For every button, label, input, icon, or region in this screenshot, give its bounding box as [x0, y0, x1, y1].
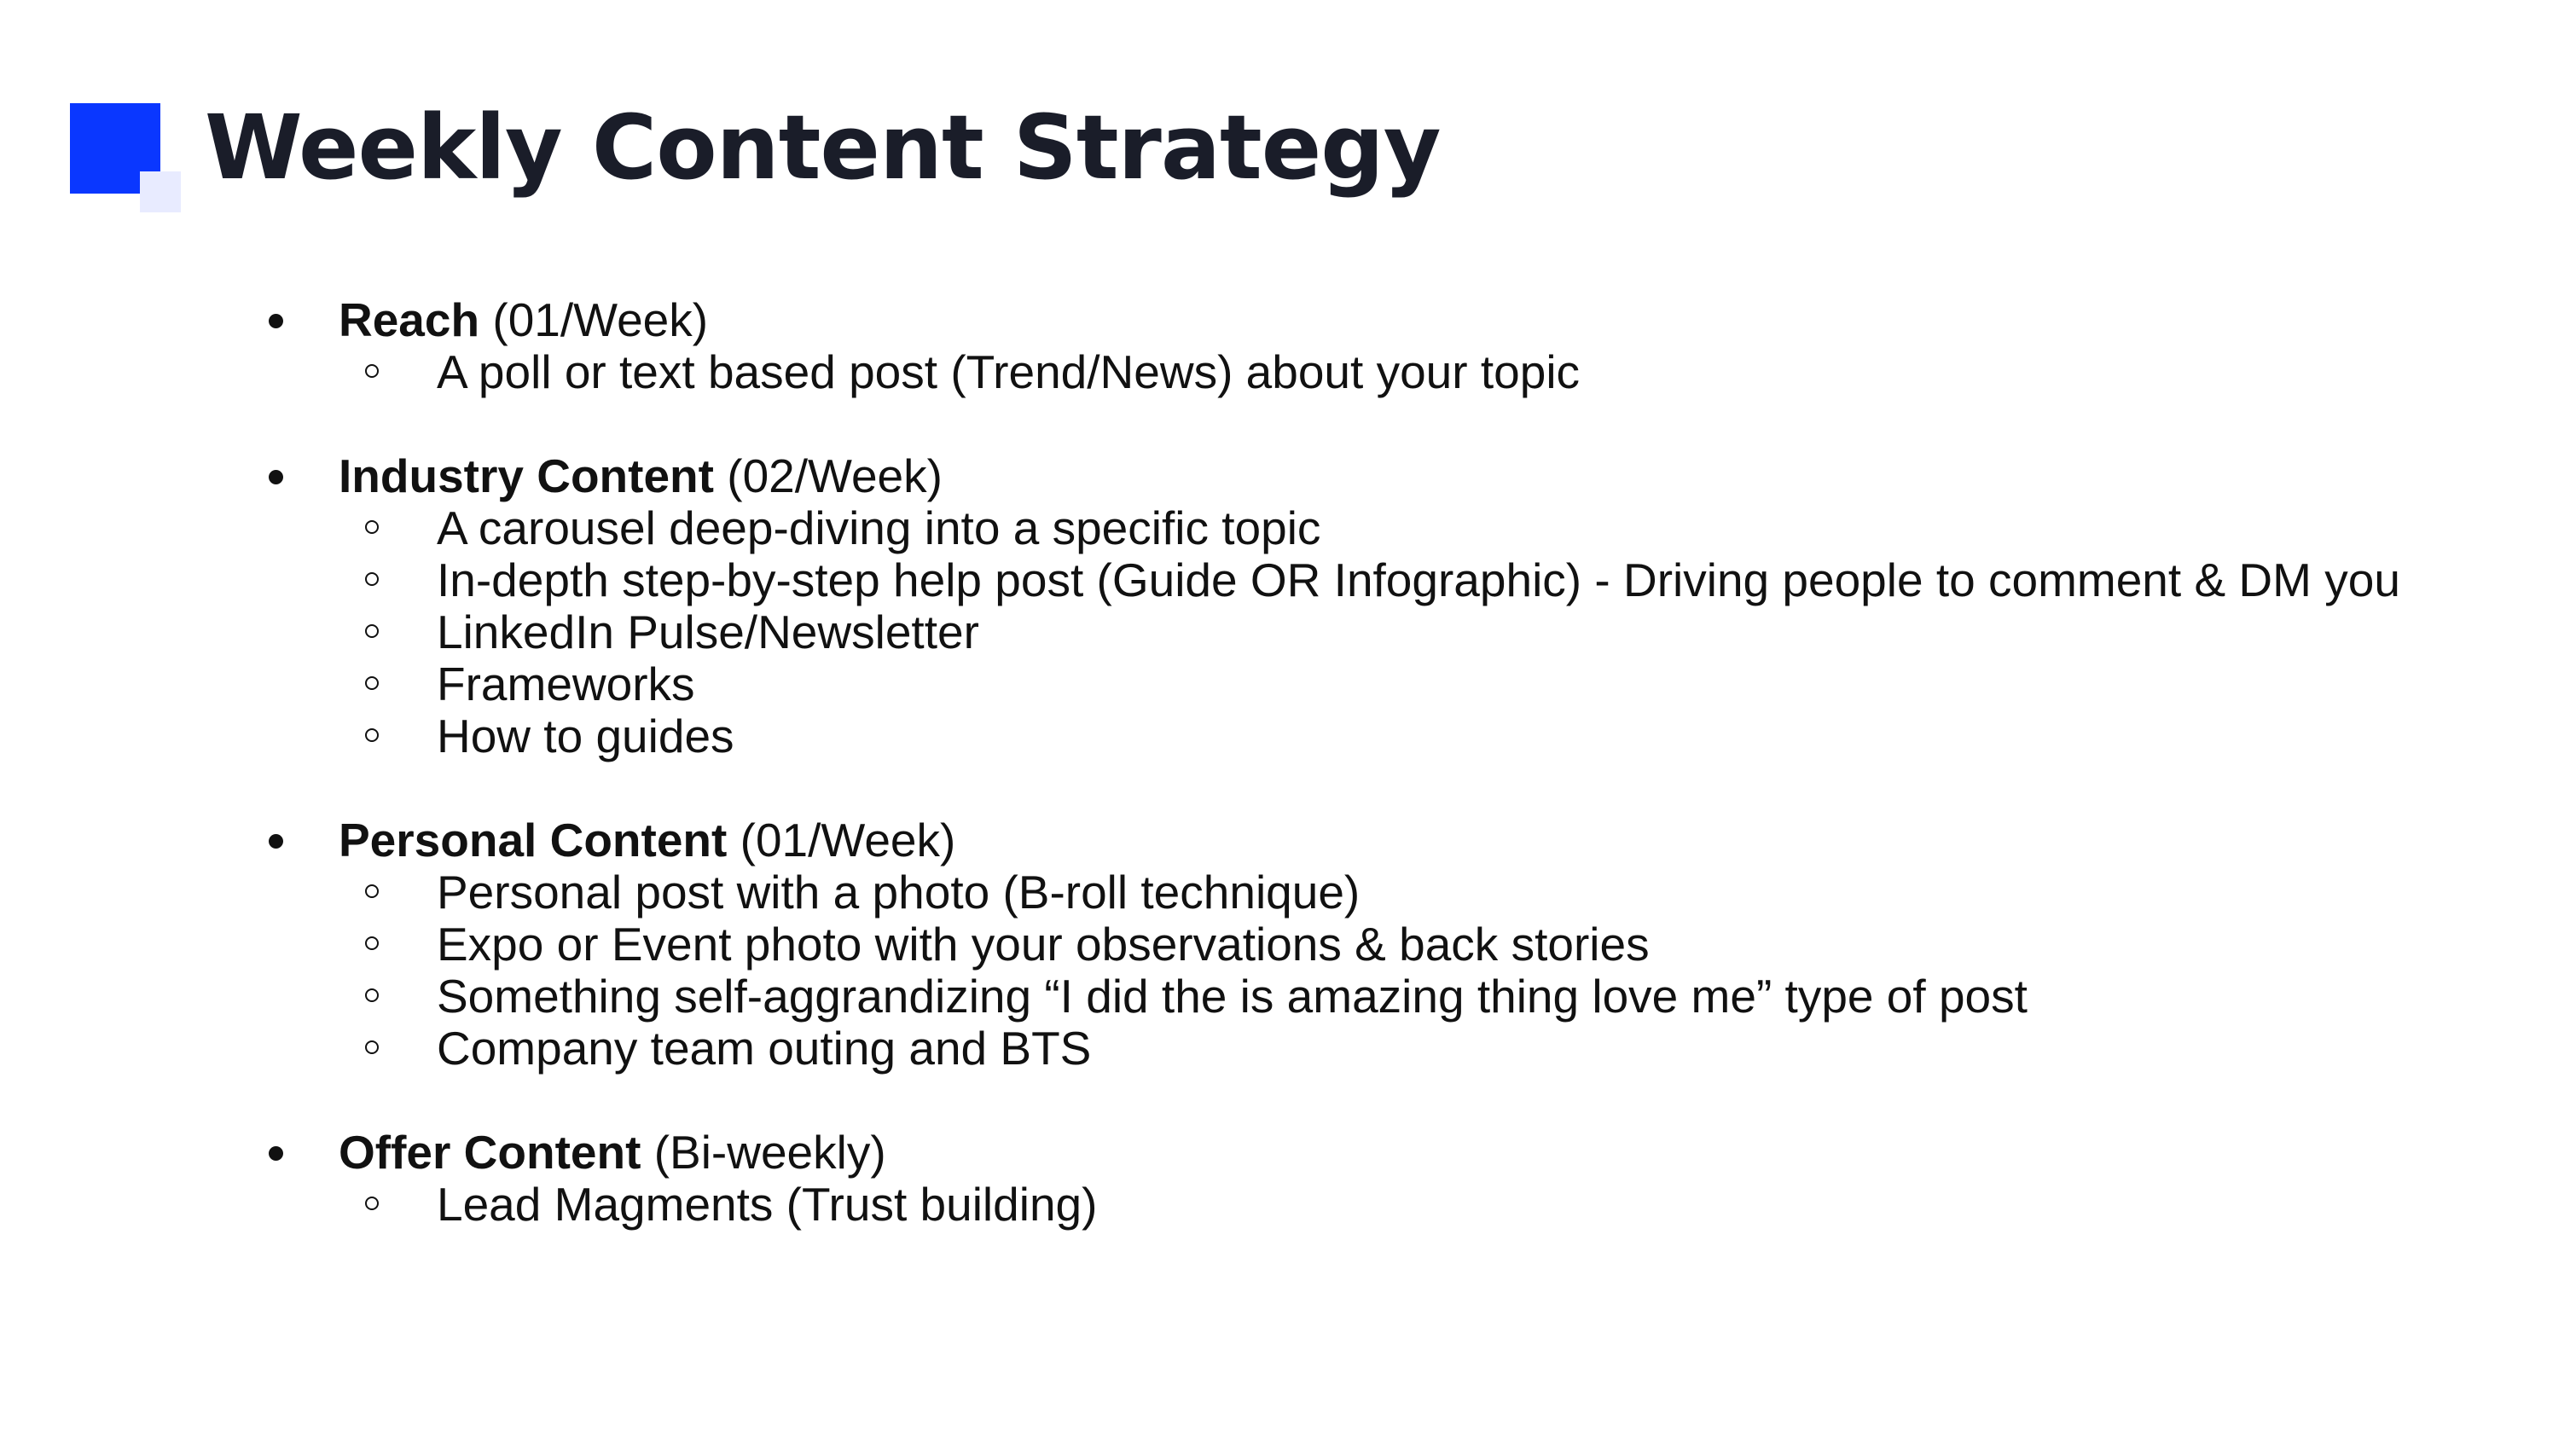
section-industry-content	[256, 450, 2474, 762]
hollow-bullet-icon	[365, 1040, 379, 1054]
list-item-text: Company team outing and BTS	[437, 1022, 1092, 1075]
hollow-bullet-icon	[365, 884, 379, 898]
list-item-text: Something self-aggrandizing “I did the is amazing thing love me” type of post	[437, 970, 2028, 1023]
hollow-bullet-icon	[365, 520, 379, 534]
list-item-text: Frameworks	[437, 658, 695, 710]
brand-logo-icon	[70, 103, 181, 214]
list-item-text: How to guides	[437, 710, 734, 762]
hollow-bullet-icon	[365, 936, 379, 950]
list-item	[256, 502, 2474, 554]
section-label: Personal Content	[339, 814, 728, 866]
section-frequency: (01/Week)	[740, 814, 956, 866]
section-offer-content	[256, 1127, 2474, 1231]
section-heading	[256, 814, 2474, 866]
sub-list	[256, 346, 2474, 398]
list-item	[256, 919, 2474, 971]
list-item-text: In-depth step-by-step help post (Guide OR Infographic) - Driving people to comment & DM you	[437, 553, 2400, 606]
list-item	[256, 606, 2474, 658]
section-reach	[256, 294, 2474, 398]
list-item	[256, 658, 2474, 710]
section-personal-content	[256, 814, 2474, 1075]
list-item	[256, 346, 2474, 398]
list-item-text: Lead Magments (Trust building)	[437, 1178, 1098, 1231]
logo-light-square	[140, 171, 181, 212]
hollow-bullet-icon	[365, 364, 379, 378]
list-item-text: A poll or text based post (Trend/News) about your topic	[437, 345, 1581, 398]
bullet-dot-icon	[269, 834, 283, 849]
section-frequency: (02/Week)	[727, 449, 943, 502]
section-heading	[256, 1127, 2474, 1179]
section-label: Reach	[339, 293, 480, 346]
list-item	[256, 866, 2474, 919]
hollow-bullet-icon	[365, 676, 379, 690]
section-frequency: (Bi-weekly)	[653, 1126, 886, 1179]
sub-list	[256, 1179, 2474, 1231]
bullet-dot-icon	[269, 1146, 283, 1161]
hollow-bullet-icon	[365, 1197, 379, 1210]
section-heading	[256, 450, 2474, 502]
list-item	[256, 1179, 2474, 1231]
page-title: Weekly Content Strategy	[205, 96, 1441, 200]
hollow-bullet-icon	[365, 624, 379, 638]
bullet-dot-icon	[269, 470, 283, 484]
list-item	[256, 1023, 2474, 1075]
section-label: Industry Content	[339, 449, 714, 502]
strategy-list	[256, 294, 2474, 1231]
list-item-text: A carousel deep-diving into a specific topic	[437, 501, 1321, 554]
section-heading	[256, 294, 2474, 346]
hollow-bullet-icon	[365, 572, 379, 586]
list-item	[256, 971, 2474, 1023]
section-label: Offer Content	[339, 1126, 641, 1179]
list-item-text: LinkedIn Pulse/Newsletter	[437, 606, 979, 658]
bullet-dot-icon	[269, 314, 283, 328]
hollow-bullet-icon	[365, 988, 379, 1002]
list-item	[256, 554, 2474, 606]
list-item	[256, 710, 2474, 762]
list-item-text: Expo or Event photo with your observations & back stories	[437, 918, 1650, 971]
sub-list	[256, 502, 2474, 762]
hollow-bullet-icon	[365, 728, 379, 742]
section-frequency: (01/Week)	[492, 293, 709, 346]
sub-list	[256, 866, 2474, 1075]
list-item-text: Personal post with a photo (B-roll technique)	[437, 866, 1361, 919]
